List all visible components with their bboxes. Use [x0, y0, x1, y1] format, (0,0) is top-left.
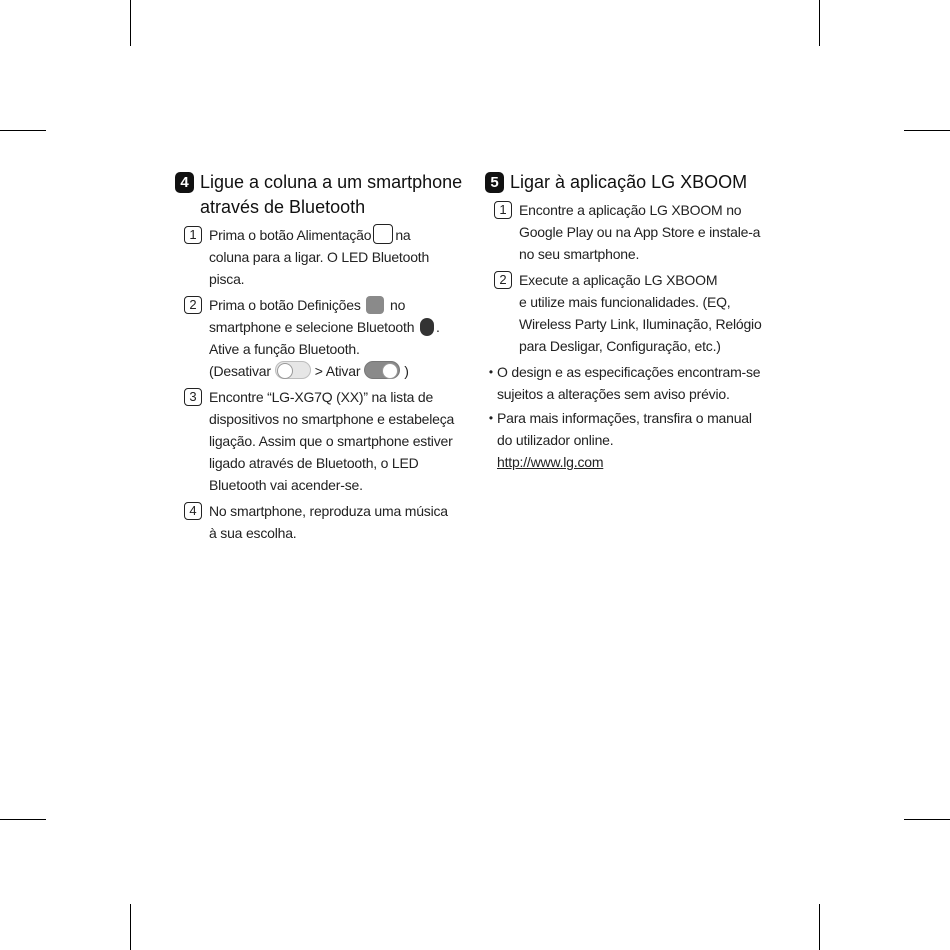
crop-mark-bottom-right — [819, 904, 820, 950]
toggle-on-icon — [364, 361, 400, 379]
step-item — [175, 294, 470, 382]
lg-website-link[interactable]: http://www.lg.com — [497, 454, 604, 470]
crop-mark-right-upper — [904, 130, 950, 131]
step-text: No smartphone, reproduza uma música à sua escolha. — [209, 503, 448, 541]
step-item — [175, 386, 470, 496]
step-text: Execute a aplicação LG XBOOM e utilize mais funcionalidades. (EQ, Wireless Party Link, Iluminação, Relógio para Desligar, Configuração, etc.) — [519, 272, 762, 354]
step-text: Encontre “LG-XG7Q (XX)” na lista de dispositivos no smartphone e estabeleça ligação. Assim que o smartphone estiver ligado através de Bluetooth, o LED Bluetooth vai acender-se. — [209, 389, 455, 493]
step-number: 1 — [494, 201, 512, 219]
step-number: 3 — [184, 388, 202, 406]
step-number: 2 — [494, 271, 512, 289]
step-item — [485, 269, 780, 357]
crop-mark-left-upper — [0, 130, 46, 131]
step-text: Encontre a aplicação LG XBOOM no Google Play ou na App Store e instale-a no seu smartphone. — [519, 202, 761, 262]
note-text: O design e as especificações encontram-se sujeitos a alterações sem aviso prévio. — [497, 364, 761, 402]
section-number-badge: 5 — [485, 172, 504, 193]
step-text: Prima o botão Alimentação na coluna para a ligar. O LED Bluetooth pisca. — [209, 224, 429, 290]
bluetooth-section-header — [175, 170, 470, 220]
settings-gear-icon — [366, 296, 384, 314]
bluetooth-section — [175, 170, 470, 548]
crop-mark-left-lower — [0, 819, 46, 820]
power-icon — [373, 224, 393, 244]
bullet-icon: • — [488, 411, 494, 425]
step-number: 1 — [184, 226, 202, 244]
step-item — [175, 500, 470, 544]
section-title: Ligar à aplicação LG XBOOM — [510, 172, 748, 192]
crop-mark-bottom-left — [130, 904, 131, 950]
bluetooth-icon — [420, 318, 434, 336]
step-text: Prima o botão Definições no smartphone e selecione Bluetooth . Ative a função Bluetooth. (Desativar > Ativar ) — [209, 297, 440, 379]
section-title: Ligue a coluna a um smartphone através de Bluetooth — [200, 172, 463, 217]
step-number: 4 — [184, 502, 202, 520]
section-number-badge: 4 — [175, 172, 194, 193]
app-section-header — [485, 170, 780, 195]
bullet-icon: • — [488, 365, 494, 379]
note-bullet — [485, 361, 780, 405]
note-text: Para mais informações, transfira o manual do utilizador online. http://www.lg.com — [497, 410, 752, 470]
app-section — [485, 170, 780, 473]
step-number: 2 — [184, 296, 202, 314]
note-bullet — [485, 407, 780, 473]
step-item — [175, 224, 470, 290]
toggle-off-icon — [275, 361, 311, 379]
step-item — [485, 199, 780, 265]
crop-mark-right-lower — [904, 819, 950, 820]
crop-mark-top-left — [130, 0, 131, 46]
crop-mark-top-right — [819, 0, 820, 46]
